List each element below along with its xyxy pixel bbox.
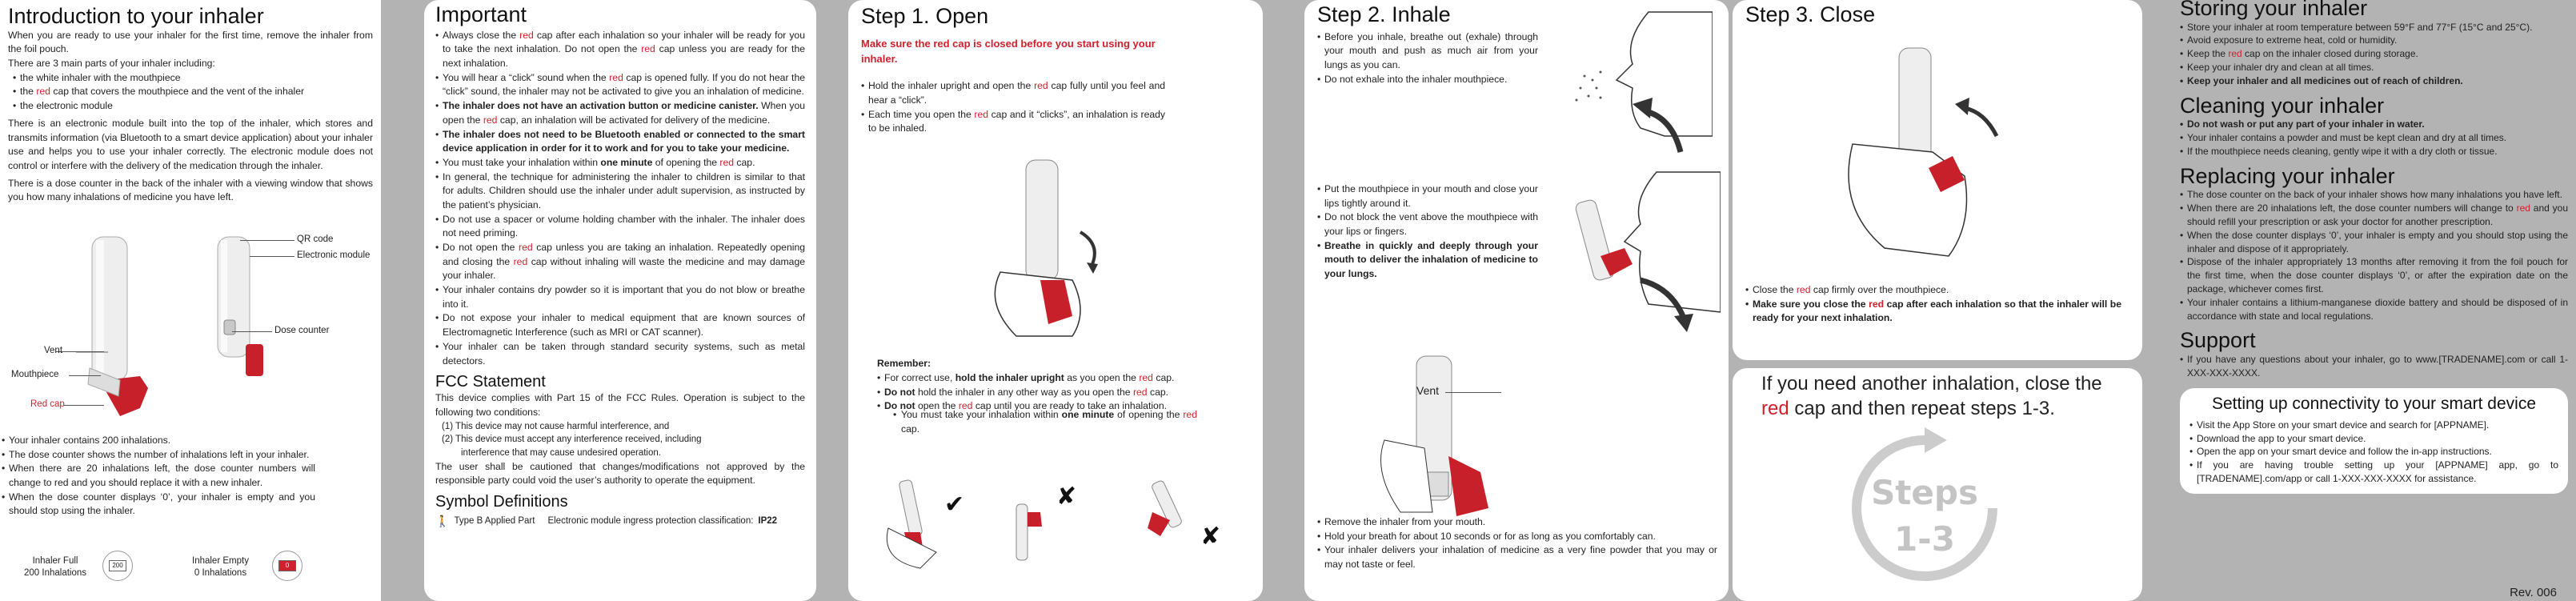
qr-line: [240, 240, 294, 241]
remember-3a: • You must take your inhalation within one minute of opening the red cap.: [893, 408, 1197, 436]
step2-b1b: • Do not exhale into the inhaler mouthpiece.: [1317, 73, 1538, 87]
empty-counter-icon: 0: [272, 551, 302, 581]
important-6: • In general, the technique for administering the inhaler to children is similar to that for adults. Children should use the inhaler under adult supervision, as instructed by the patient’s physician.: [435, 170, 805, 213]
intro-panel: [0, 0, 381, 601]
step2-b2b: • Do not block the vent above the mouthpiece with your lips or fingers.: [1317, 210, 1538, 238]
redcap-line: [64, 405, 104, 406]
module-line: [250, 256, 294, 257]
support-text: • If you have any questions about your inhaler, go to www.[TRADENAME].com or call 1-XXX-XXX-XXXX.: [2180, 353, 2568, 380]
store-3: • Keep the red cap on the inhaler closed during storage.: [2180, 47, 2568, 61]
step2-b2c: • Breathe in quickly and deeply through your mouth to deliver the inhalation of medicine to your lungs.: [1317, 239, 1538, 282]
dosecounter-line: [232, 331, 272, 332]
fcc-c2a: (2) This device must accept any interference received, including: [442, 435, 702, 445]
label-redcap: Red cap: [30, 399, 65, 409]
intro-p1: When you are ready to use your inhaler for the first time, remove the inhaler from the foil pouch.: [8, 29, 373, 55]
fcc-p1: This device complies with Part 15 of the FCC Rules. Operation is subject to the following two conditions:: [435, 392, 805, 418]
store-2: • Avoid exposure to extreme heat, cold or humidity.: [2180, 34, 2568, 47]
intro-title: Introduction to your inhaler: [8, 4, 264, 28]
fcc-c2b: interference that may cause undesired operation.: [461, 447, 661, 458]
step3-b1: • Close the red cap firmly over the mouthpiece.: [1745, 283, 2121, 298]
step3-title: Step 3. Close: [1745, 2, 1876, 26]
intro-p2: There are 3 main parts of your inhaler including:: [8, 58, 215, 70]
step1-warning: Make sure the red cap is closed before you start using your inhaler.: [861, 37, 1156, 65]
remember-1: • For correct use, hold the inhaler upright as you open the red cap.: [877, 371, 1253, 386]
full-label: Inhaler Full 200 Inhalations: [24, 556, 87, 578]
steps-word: Steps: [1871, 473, 1978, 512]
clean-title: Cleaning your inhaler: [2180, 93, 2385, 118]
support-title: Support: [2180, 328, 2256, 353]
label-qr: QR code: [297, 234, 334, 244]
intro-part-3: • the electronic module: [13, 99, 373, 114]
svg-text:✘: ✘: [1056, 483, 1077, 511]
clean-3: • If the mouthpiece needs cleaning, gently wipe it with a dry cloth or tissue.: [2180, 145, 2568, 158]
symbol-title: Symbol Definitions: [435, 492, 568, 511]
remember-2: • Do not hold the inhaler in any other way as you open the red cap.: [877, 386, 1253, 400]
intro-part-2: • the red cap that covers the mouthpiece and the vent of the inhaler: [13, 85, 373, 99]
fact-1: • Your inhaler contains 200 inhalations.: [2, 434, 315, 448]
label-vent: Vent: [44, 346, 63, 355]
revision: Rev. 006: [2510, 586, 2557, 599]
mouthpiece-line: [69, 375, 101, 376]
important-9: • Your inhaler contains dry powder so it is important that you do not blow or breathe into it.: [435, 283, 805, 311]
connectivity-box: [2180, 388, 2568, 494]
important-5: • You must take your inhalation within one minute of opening the red cap.: [435, 156, 805, 170]
step2-b1a: • Before you inhale, breathe out (exhale) through your mouth and push as much air from your lungs as you can.: [1317, 30, 1538, 73]
label-mouthpiece: Mouthpiece: [11, 370, 59, 379]
fact-4: • When the dose counter displays ‘0’, your inhaler is empty and you should stop using the inhaler.: [2, 491, 315, 519]
intro-p3: There is an electronic module built into the top of the inhaler, which stores and transmits information (via Bluetooth to a smart device application) about your inhaler use and helps you to use your inhaler correctly. The electronic module does not control or interfere with the delivery of the medication through the inhaler.: [8, 117, 373, 171]
vent-line: [56, 351, 104, 352]
steps-cycle-icon: [1845, 424, 2005, 596]
step2-b3c: • Your inhaler delivers your inhalation of medicine as a very fine powder that you may or may not taste or feel.: [1317, 543, 1717, 571]
important-3: • The inhaler does not have an activation button or medicine canister. When you open the red cap, an inhalation will be activated for delivery of the medicine.: [435, 99, 805, 127]
step3-panel: [1733, 0, 2142, 360]
important-10: • Do not expose your inhaler to medical equipment that are known sources of Electromagnetic Interference (such as MRI or CAT scanner).: [435, 311, 805, 339]
exhale-illustration: [1552, 8, 1713, 160]
svg-text:✔: ✔: [944, 491, 965, 519]
connect-3: • Open the app on your smart device and follow the in-app instructions.: [2189, 445, 2558, 459]
replace-4: • Dispose of the inhaler appropriately 13 months after removing it from the foil pouch for the first time, when the dose counter displays ‘0’, or after the expiration date on the package, whichever comes first.: [2180, 255, 2568, 295]
connect-title: Setting up connectivity to your smart device: [2211, 394, 2537, 413]
vent-illustration: [1368, 352, 1528, 520]
connect-4: • If you are having trouble setting up your [APPNAME] app, go to [TRADENAME].com/app or call 1-XXX-XXX-XXXX for assistance.: [2189, 459, 2558, 486]
symbol-row: 🚶 Type B Applied Part Electronic module ingress protection classification: IP22: [435, 514, 778, 527]
step1-panel: [848, 0, 1263, 601]
important-11: • Your inhaler can be taken through standard security systems, such as metal detectors.: [435, 340, 805, 368]
step1-title: Step 1. Open: [861, 4, 989, 28]
svg-text:✘: ✘: [1200, 523, 1221, 551]
step2-panel: [1304, 0, 1729, 601]
repeat-panel: [1733, 368, 2142, 601]
step2-title: Step 2. Inhale: [1317, 2, 1451, 26]
step3-close-illustration: [1813, 32, 2053, 272]
fcc-p2: The user shall be cautioned that changes/modifications not approved by the responsible party could void the user’s authority to operate the equipment.: [435, 460, 805, 487]
remember-title: Remember:: [877, 358, 931, 369]
step1-b1: • Hold the inhaler upright and open the red cap fully until you feel and hear a “click”.: [861, 79, 1165, 107]
care-panel: [2161, 0, 2576, 601]
important-7: • Do not use a spacer or volume holding chamber with the inhaler. The inhaler does not need priming.: [435, 213, 805, 241]
fact-3: • When there are 20 inhalations left, the dose counter numbers will change to red and you should replace it with a new inhaler.: [2, 462, 315, 490]
label-vent-step2: Vent: [1416, 384, 1440, 397]
fcc-title: FCC Statement: [435, 373, 546, 391]
replace-5: • Your inhaler contains a lithium-manganese dioxide battery and should be disposed of in accordance with state and local regulations.: [2180, 296, 2568, 323]
replace-1: • The dose counter on the back of your inhaler shows how many inhalations you have left.: [2180, 188, 2568, 202]
connect-2: • Download the app to your smart device.: [2189, 432, 2558, 446]
step3-b2: • Make sure you close the red cap after each inhalation so that the inhaler will be ready for your next inhalation.: [1745, 298, 2121, 326]
clean-2: • Your inhaler contains a powder and must be kept clean and dry at all times.: [2180, 131, 2568, 145]
connect-1: • Visit the App Store on your smart device and search for [APPNAME].: [2189, 419, 2558, 432]
important-4: • The inhaler does not need to be Bluetooth enabled or connected to the smart device application in order for it to work and for you to take your medicine.: [435, 128, 805, 156]
type-b-icon: 🚶: [435, 514, 450, 527]
fact-2: • The dose counter shows the number of inhalations left in your inhaler.: [2, 448, 315, 463]
important-2: • You will hear a “click” sound when the red cap is opened fully. If you do not hear the “click” sound, the inhaler may not be activated to give you an inhalation of medicine.: [435, 71, 805, 99]
store-5: • Keep your inhaler and all medicines out of reach of children.: [2180, 74, 2568, 88]
replace-2: • When there are 20 inhalations left, the dose counter numbers will change to red and you should refill your prescription or ask your doctor for another prescription.: [2180, 202, 2568, 229]
intro-p4: There is a dose counter in the back of the inhaler with a viewing window that shows you how many inhalations of medicine you have left.: [8, 177, 373, 203]
replace-3: • When the dose counter displays ‘0’, your inhaler is empty and you should stop using the inhaler and dispose of it appropriately.: [2180, 229, 2568, 256]
inhale-illustration: [1536, 168, 1721, 336]
important-8: • Do not open the red cap unless you are taking an inhalation. Repeatedly opening and closing the red cap without inhaling will waste the medicine and may damage your inhaler.: [435, 241, 805, 283]
remember-3: • Do not open the red cap until you are ready to take an inhalation.: [877, 399, 1253, 414]
step1-b2: • Each time you open the red cap and it “clicks”, an inhalation is ready to be inhaled.: [861, 108, 1165, 136]
steps-range: 1-3: [1894, 519, 1955, 559]
store-4: • Keep your inhaler dry and clean at all times.: [2180, 61, 2568, 74]
step1-grip-examples: [872, 464, 1240, 576]
fcc-c1: (1) This device may not cause harmful interference, and: [442, 421, 670, 431]
clean-1: • Do not wash or put any part of your inhaler in water.: [2180, 118, 2568, 131]
label-dosecounter: Dose counter: [274, 326, 330, 335]
label-module: Electronic module: [297, 250, 371, 260]
empty-label: Inhaler Empty 0 Inhalations: [192, 556, 249, 578]
replace-title: Replacing your inhaler: [2180, 163, 2395, 188]
important-1: • Always close the red cap after each inhalation so your inhaler will be ready for you to take the next inhalation. Do not open the red cap unless you are ready for the next inhalation.: [435, 29, 805, 71]
important-title: Important: [435, 2, 527, 26]
step2-b3a: • Remove the inhaler from your mouth.: [1317, 515, 1717, 530]
repeat-text: If you need another inhalation, close the red cap and then repeat steps 1-3.: [1761, 373, 2102, 420]
step1-open-illustration: [952, 152, 1136, 344]
store-1: • Store your inhaler at room temperature between 59°F and 77°F (15°C and 25°C).: [2180, 21, 2568, 34]
important-panel: [424, 0, 816, 601]
intro-part-1: • the white inhaler with the mouthpiece: [13, 71, 373, 86]
store-title: Storing your inhaler: [2180, 0, 2368, 20]
step2-b2a: • Put the mouthpiece in your mouth and close your lips tightly around it.: [1317, 182, 1538, 210]
full-counter-icon: 200: [102, 551, 133, 581]
vent-pointer-line: [1445, 392, 1501, 393]
step2-b3b: • Hold your breath for about 10 seconds or for as long as you comfortably can.: [1317, 530, 1717, 544]
